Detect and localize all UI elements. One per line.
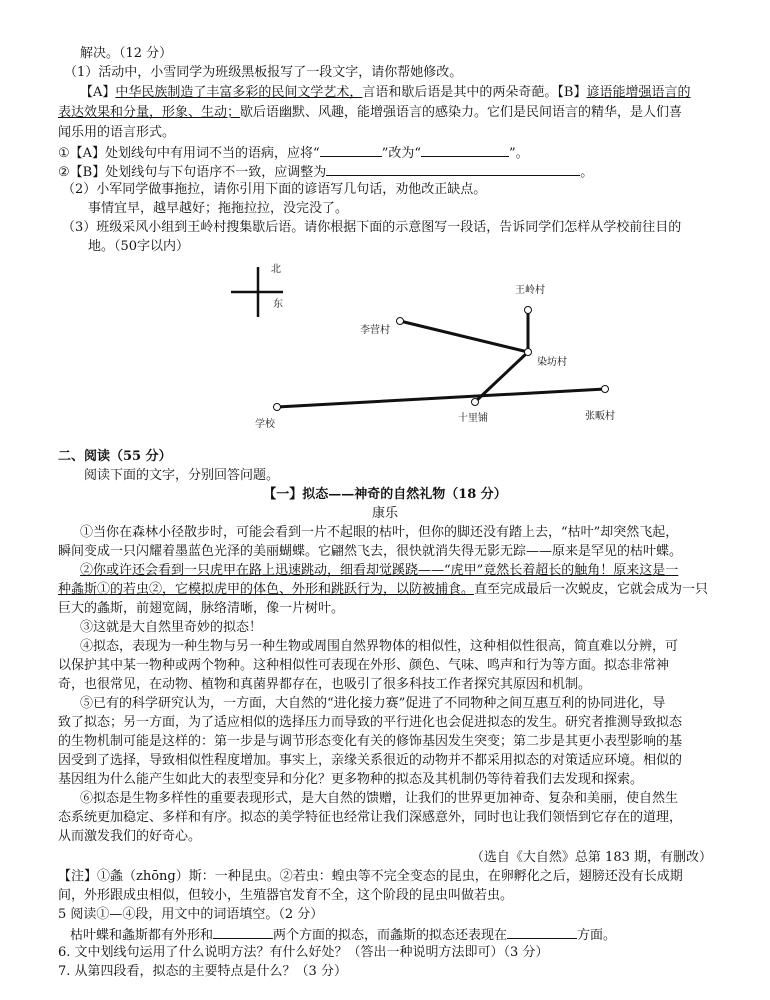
article-p3: ③这就是大自然里奇妙的拟态！ [80,620,263,635]
paragraph-line-1 [80,84,690,101]
question-2: （2）小军同学做事拖拉，请你引用下面的谚语写几句话，劝他改正缺点。 [62,182,487,197]
road-main [277,389,605,407]
answer-blank[interactable] [213,925,273,939]
place-label-school: 学校 [255,419,275,430]
q5-text-a: 枯叶蝶和螽斯都有外形和 [70,928,214,943]
article-p4-line-2: 以保护其中某一物种或两个物种。这种相似性可表现在外形、颜色、气味、鸣声和行为等方面。拟态非常神 [58,658,670,673]
article-p1-line-1: ①当你在森林小径散步时，可能会看到一片不起眼的枯叶，但你的脚还没有踏上去，“枯叶”却突然飞起， [80,525,679,540]
place-label-zhangfan: 张畈村 [585,411,615,422]
underlined-sentence: 种螽斯①的若虫②，它模拟虎甲的体色、外形和跳跃行为，以防被捕食。 [58,582,475,597]
article-p2-line-2 [58,581,708,598]
underlined-sentence-a: 中华民族制造了丰富多彩的民间文学艺术， [115,85,363,100]
article-p6-line-3: 从而激发我们的好奇心。 [58,829,202,844]
question-1: （1）活动中，小雪同学为班级黑板报写了一段文字，请你帮她修改。 [64,65,463,80]
question-3-line-1: （3）班级采风小组到王岭村搜集歇后语。请你根据下面的示意图写一段话，告诉同学们怎样从学校前往目的 [62,220,682,235]
article-p5-line-3: 的生物机制可能是这样的：第一步是与调节形态变化有关的修饰基因发生突变；第二步是其更小表型影响的基 [58,734,683,749]
shilipu-marker [472,399,479,406]
section-heading-reading: 二、阅读（55 分） [58,449,172,464]
compass [231,263,283,317]
fix-2-text: ②【B】处划线句与下句语序不一致，应调整为 [58,165,327,180]
ranfang-village-marker [525,349,532,356]
text: 歇后语幽默、风趣，能增强语言的感染力。它们是民间语言的精华，是人们喜 [240,105,683,120]
fix-1-text-3: ”。 [509,146,529,161]
article-p5-line-4: 因受到了选择，导致相似性程度增加。事实上，亲缘关系很近的动物并不都采用拟态的对策适应环境。相似的 [58,753,683,768]
article-p6-line-1: ⑥拟态是生物多样性的重要表现形式，是大自然的馈赠，让我们的世界更加神奇、复杂和美丽，使自然生 [80,791,679,806]
answer-blank[interactable] [421,143,509,157]
question-6: 6. 文中划线句运用了什么说明方法？有什么好处？（答出一种说明方法即可）（3 分） [58,945,549,960]
article-p6-line-2: 态系统更加稳定、多样和有序。拟态的美学特征也经常让我们深感意外，同时也让我们领悟到它存在的道理， [58,810,683,825]
article-p5-line-1: ⑤已有的科学研究认为，一方面，大自然的“进化接力赛”促进了不同物种之间互惠互利的协同进化，导 [80,696,666,711]
question-3-line-2: 地。（50字以内） [88,239,190,254]
fix-1-text-2: ”改为“ [381,146,421,161]
text: 直至完成最后一次蜕皮，它就会成为一只 [474,582,709,597]
fix-1-text: ①【A】处划线句中有用词不当的语病，应将“ [58,146,320,161]
answer-blank[interactable] [320,143,382,157]
article-p4-line-1: ④拟态，表现为一种生物与另一种生物或周围自然界物体的相似性，这种相似性很高，简直难以分辨，可 [80,639,679,654]
fix-1 [58,143,529,162]
article-p1-line-2: 瞬间变成一只闪耀着墨蓝色光泽的美丽蝴蝶。它翩然飞去，很快就消失得无影无踪——原来是罕见的枯叶蝶。 [58,544,683,559]
underlined-sentence-b: 谚语能增强语言的 [586,85,691,100]
place-label-shilipu: 十里铺 [458,413,488,424]
place-label-ranfang: 染坊村 [537,357,567,368]
wangling-village-marker [525,307,532,314]
q5-text-c: 方面。 [577,928,617,943]
liying-village-marker [397,318,404,325]
answer-blank[interactable] [326,162,580,176]
article-author: 康乐 [371,506,398,521]
article-p5-line-2: 致了拟态；另一方面，为了适应相似的选择压力而导致的平行进化也会促进拟态的发生。研究者推测导致拟态 [58,715,683,730]
article-p2-line-1-underlined: ②你或许还会看到一只虎甲在路上迅速跳动，细看却觉蹊跷——“虎甲”竟然长着超长的触角！原来这是一 [80,563,679,578]
question-5: 5 阅读①—④段，用文中的词语填空。（2 分） [58,907,324,922]
school-marker [274,404,281,411]
question-2-sayings: 事情宜早，越早越好；拖拖拉拉，没完没了。 [88,201,349,216]
route-map [215,255,620,440]
text: 言语和歇后语是其中的两朵奇葩。【B】 [362,85,587,100]
label-a: 【A】 [80,85,116,100]
question-7: 7. 从第四段看，拟态的主要特点是什么？（3 分） [58,964,347,979]
zhangfan-village-marker [602,386,609,393]
road-liying-ranfang [400,321,528,352]
underlined-sentence-b-cont: 表达效果和分量，形象、生动； [58,105,241,120]
article-p2-line-3: 巨大的螽斯，前翅宽阔，脉络清晰，像一片树叶。 [58,601,345,616]
footnote-line-1: 【注】①螽（zhōng）斯：一种昆虫。②若虫：蝗虫等不完全变态的昆虫，在卵孵化之后，翅膀还没有长成期 [58,869,683,884]
compass-east-label: 东 [273,299,283,310]
compass-north-label: 北 [271,264,281,275]
q5-text-b: 两个方面的拟态，而螽斯的拟态还表现在 [273,928,508,943]
article-p5-line-5: 基因组为什么能产生如此大的表型变异和分化？更多物种的拟态及其机制仍等待着我们去发现和探索。 [58,772,644,787]
reading-instruction: 阅读下面的文字，分别回答问题。 [84,468,280,483]
article-title: 【一】拟态——神奇的自然礼物（18 分） [263,487,507,502]
article-source: （选自《大自然》总第 183 期，有删改） [470,850,712,865]
fix-2 [58,162,593,181]
paragraph-line-3: 闻乐用的语言形式。 [58,125,176,140]
fix-2-end: 。 [580,165,594,180]
question-5-fill [70,925,616,944]
footnote-line-2: 间，外形跟成虫相似，但较小，生殖器官发育不全，这个阶段的昆虫叫做若虫。 [58,888,514,903]
article-p4-line-3: 奇，也很常见，在动物、植物和真菌界都存在，也吸引了很多科技工作者探究其原因和机制。 [58,677,592,692]
answer-blank[interactable] [507,925,577,939]
paragraph-line-2 [58,104,682,121]
question-intro: 解决。（12 分） [80,46,173,61]
place-label-wangling: 王岭村 [515,285,545,296]
place-label-liying: 李营村 [360,325,390,336]
